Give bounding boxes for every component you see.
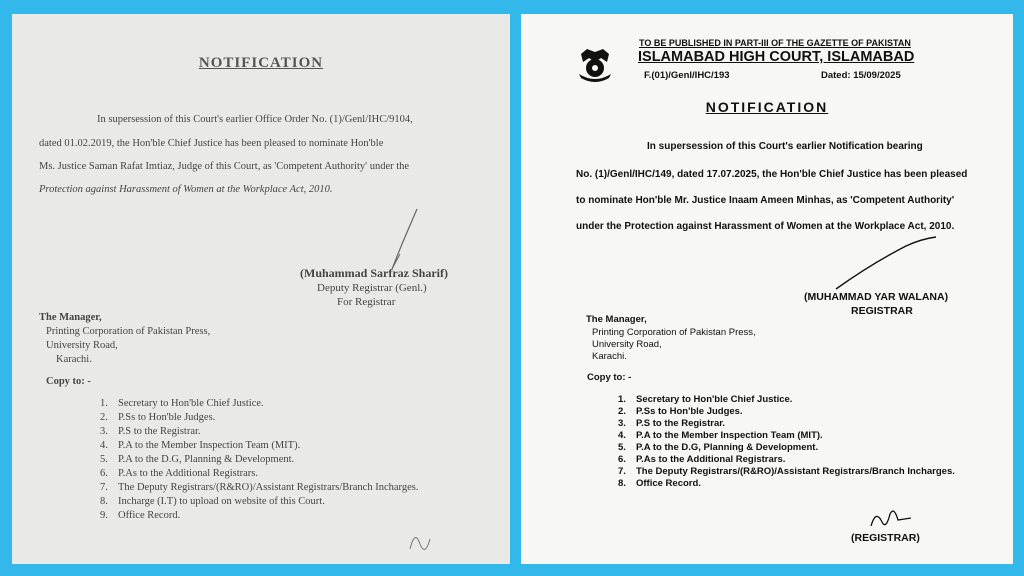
right-notification-document <box>521 14 1013 564</box>
left-signatory-for: For Registrar <box>337 296 396 308</box>
right-initials-mark <box>866 504 916 534</box>
left-para-line-3: Ms. Justice Saman Rafat Imtiaz, Judge of this Court, as 'Competent Authority' under the <box>39 161 410 172</box>
left-addressee-line-1: The Manager, <box>39 312 102 323</box>
right-list-item: 3. P.S to the Registrar. <box>618 418 726 429</box>
right-addressee-line-4: Karachi. <box>592 351 627 362</box>
left-signature-mark <box>362 204 432 274</box>
left-initials-mark <box>400 519 440 559</box>
right-list-item: 7. The Deputy Registrars/(R&RO)/Assistant Registrars/Branch Incharges. <box>618 466 955 477</box>
left-para-line-4: Protection against Harassment of Women at the Workplace Act, 2010. <box>39 184 333 195</box>
right-addressee-line-3: University Road, <box>592 339 662 350</box>
left-list-item: 7. The Deputy Registrars/(R&RO)/Assistant Registrars/Branch Incharges. <box>100 482 419 493</box>
right-bottom-signatory: (REGISTRAR) <box>851 532 920 544</box>
right-para-line-4: under the Protection against Harassment of Women at the Workplace Act, 2010. <box>576 221 955 232</box>
left-signatory-name: (Muhammad Sarfraz Sharif) <box>300 266 448 280</box>
left-para-line-2: dated 01.02.2019, the Hon'ble Chief Justice has been pleased to nominate Hon'ble <box>39 138 384 149</box>
right-signature-mark <box>831 234 941 294</box>
left-para-line-1: In supersession of this Court's earlier Office Order No. (1)/Genl/IHC/9104, <box>97 114 413 125</box>
right-list-item: 2. P.Ss to Hon'ble Judges. <box>618 406 743 417</box>
left-addressee-line-3: University Road, <box>46 340 118 351</box>
notification-date: Dated: 15/09/2025 <box>821 70 901 81</box>
left-list-item: 5. P.A to the D.G, Planning & Development. <box>100 454 295 465</box>
right-list-item: 8. Office Record. <box>618 478 701 489</box>
right-addressee-line-2: Printing Corporation of Pakistan Press, <box>592 327 756 338</box>
right-para-line-2: No. (1)/Genl/IHC/149, dated 17.07.2025, the Hon'ble Chief Justice has been pleased <box>576 169 968 180</box>
gazette-note: TO BE PUBLISHED IN PART-III OF THE GAZETTE OF PAKISTAN <box>639 38 911 48</box>
left-signatory-designation: Deputy Registrar (Genl.) <box>317 282 427 294</box>
right-signatory-designation: REGISTRAR <box>851 305 913 317</box>
left-list-item: 8. Incharge (I.T) to upload on website of this Court. <box>100 496 325 507</box>
right-copy-to: Copy to: - <box>587 372 632 383</box>
left-list-item: 4. P.A to the Member Inspection Team (MIT). <box>100 440 301 451</box>
reference-number: F.(01)/Genl/IHC/193 <box>644 70 730 81</box>
right-list-item: 6. P.As to the Additional Registrars. <box>618 454 786 465</box>
right-list-item: 4. P.A to the Member Inspection Team (MIT). <box>618 430 823 441</box>
left-list-item: 2. P.Ss to Hon'ble Judges. <box>100 412 216 423</box>
left-list-item: 3. P.S to the Registrar. <box>100 426 201 437</box>
left-title: NOTIFICATION <box>198 55 324 71</box>
left-list-item: 6. P.As to the Additional Registrars. <box>100 468 258 479</box>
right-list-item: 5. P.A to the D.G, Planning & Development. <box>618 442 819 453</box>
right-addressee-line-1: The Manager, <box>586 314 647 325</box>
court-emblem-icon <box>573 44 617 88</box>
left-addressee-line-2: Printing Corporation of Pakistan Press, <box>46 326 211 337</box>
court-name: ISLAMABAD HIGH COURT, ISLAMABAD <box>638 49 915 65</box>
right-list-item: 1. Secretary to Hon'ble Chief Justice. <box>618 394 793 405</box>
left-list-item: 9. Office Record. <box>100 510 181 521</box>
right-para-line-3: to nominate Hon'ble Mr. Justice Inaam Ameen Minhas, as 'Competent Authority' <box>576 195 955 206</box>
left-addressee-line-4: Karachi. <box>56 354 92 365</box>
right-para-line-1: In supersession of this Court's earlier Notification bearing <box>647 141 923 152</box>
left-list-item: 1. Secretary to Hon'ble Chief Justice. <box>100 398 264 409</box>
left-notification-document <box>12 14 510 564</box>
right-signatory-name: (MUHAMMAD YAR WALANA) <box>804 291 949 303</box>
left-copy-to: Copy to: - <box>46 376 91 387</box>
right-title: NOTIFICATION <box>705 99 829 115</box>
